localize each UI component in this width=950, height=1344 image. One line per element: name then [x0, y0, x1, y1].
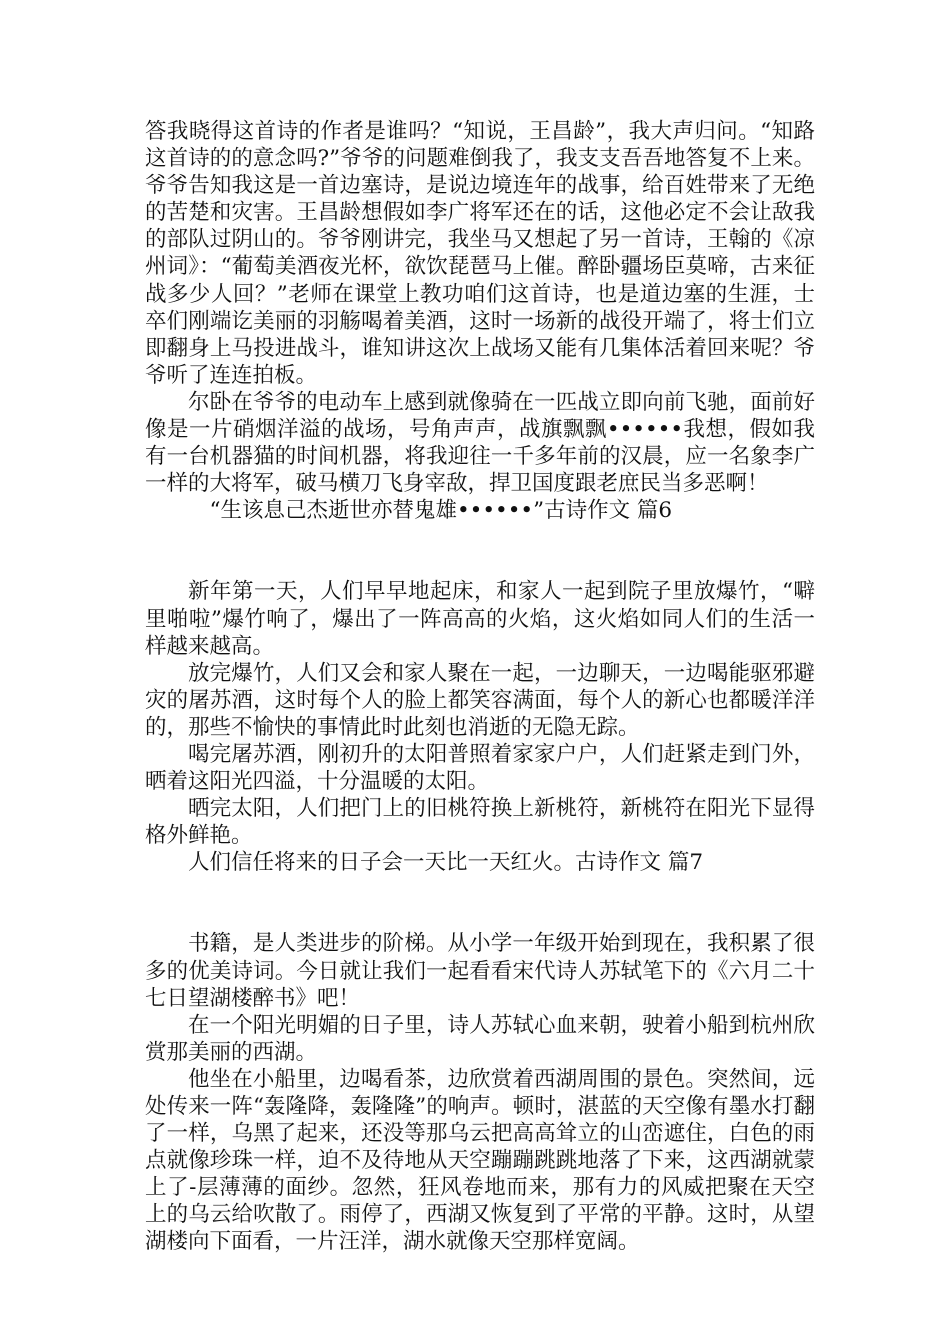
paragraph-tusu-wine: 放完爆竹，人们又会和家人聚在一起，一边聊天，一边喝能驱邪避灾的屠苏酒，这时每个人的脸上都笑容满面，每个人的新心也都暖洋洋的，那些不愉快的事情此时此刻也消逝的无隐无踪。 [145, 660, 815, 740]
paragraph-imagination: 尔卧在爷爷的电动车上感到就像骑在一匹战立即向前飞驰，面前好像是一片硝烟洋溢的战场，号角声声，战旗飘飘••••••我想，假如我有一台机器猫的时间机器，将我迎往一千多年前的汉晨，应一名象李广一样的大将军，破马横刀飞身宰敌，捍卫国度跟老庶民当多恶啊！ [145, 389, 815, 497]
section-gap [145, 524, 815, 578]
section-gap [145, 876, 815, 930]
paragraph-poem-discussion: 答我晓得这首诗的作者是谁吗？“知说，王昌龄”，我大声归问。“知路这首诗的的意念吗?”爷爷的问题难倒我了，我支支吾吾地答复不上来。爷爷告知我这是一首边塞诗，是说边境连年的战事，给百姓带来了无绝的苦楚和灾害。王昌龄想假如李广将军还在的话，这他必定不会让敌我的部队过阴山的。爷爷刚讲完，我坐马又想起了另一首诗，王翰的《凉州词》：“葡萄美酒夜光杯，欲饮琵琶马上催。醉卧疆场臣莫啼，古来征战多少人回？”老师在课堂上教功咱们这首诗，也是道边塞的生涯，士卒们刚端讫美丽的羽觞喝着美酒，这时一场新的战役开端了，将士们立即翻身上马投进战斗，谁知讲这次上战场又能有几集体活着回来呢？爷爷听了连连拍板。 [145, 119, 815, 388]
paragraph-storm-scene: 他坐在小船里，边喝看茶，边欣赏着西湖周围的景色。突然间，远处传来一阵“轰隆降，轰隆隆”的响声。顿时，湛蓝的天空像有墨水打翻了一样，乌黑了起来，还没等那乌云把高高耸立的山峦遮住，白色的雨点就像珍珠一样，迫不及待地从天空蹦蹦跳跳地落了下来，这西湖就蒙上了-层薄薄的面纱。忽然，狂风卷地而来，那有力的风威把聚在天空上的乌云给吹散了。雨停了，西湖又恢复到了平常的平静。这时，从望湖楼向下面看，一片汪洋，湖水就像天空那样宽阔。 [145, 1066, 815, 1255]
paragraph-sunshine: 喝完屠苏酒，刚初升的太阳普照着家家户户，人们赶紧走到门外，晒着这阳光四溢，十分温暖的太阳。 [145, 741, 815, 795]
paragraph-west-lake-trip: 在一个阳光明媚的日子里，诗人苏轼心血来朝，驶着小船到杭州欣赏那美丽的西湖。 [145, 1012, 815, 1065]
document-page [145, 118, 815, 1256]
paragraph-books-intro: 书籍，是人类进步的阶梯。从小学一年级开始到现在，我积累了很多的优美诗词。今日就让我们一起看看宋代诗人苏轼笔下的《六月二十七日望湖楼醉书》吧！ [145, 931, 815, 1011]
paragraph-new-year-firecrackers: 新年第一天，人们早早地起床，和家人一起到院子里放爆竹，“噼里啪啦”爆竹响了，爆出了一阵高高的火焰，这火焰如同人们的生活一样越来越高。 [145, 579, 815, 659]
paragraph-peach-charms: 晒完太阳，人们把门上的旧桃符换上新桃符，新桃符在阳光下显得格外鲜艳。 [145, 796, 815, 849]
essay-heading-6: “生该息己杰逝世亦替鬼雄••••••”古诗作文 篇6 [209, 498, 673, 524]
essay-heading-7: 人们信任将来的日子会一天比一天红火。古诗作文 篇7 [188, 850, 704, 876]
